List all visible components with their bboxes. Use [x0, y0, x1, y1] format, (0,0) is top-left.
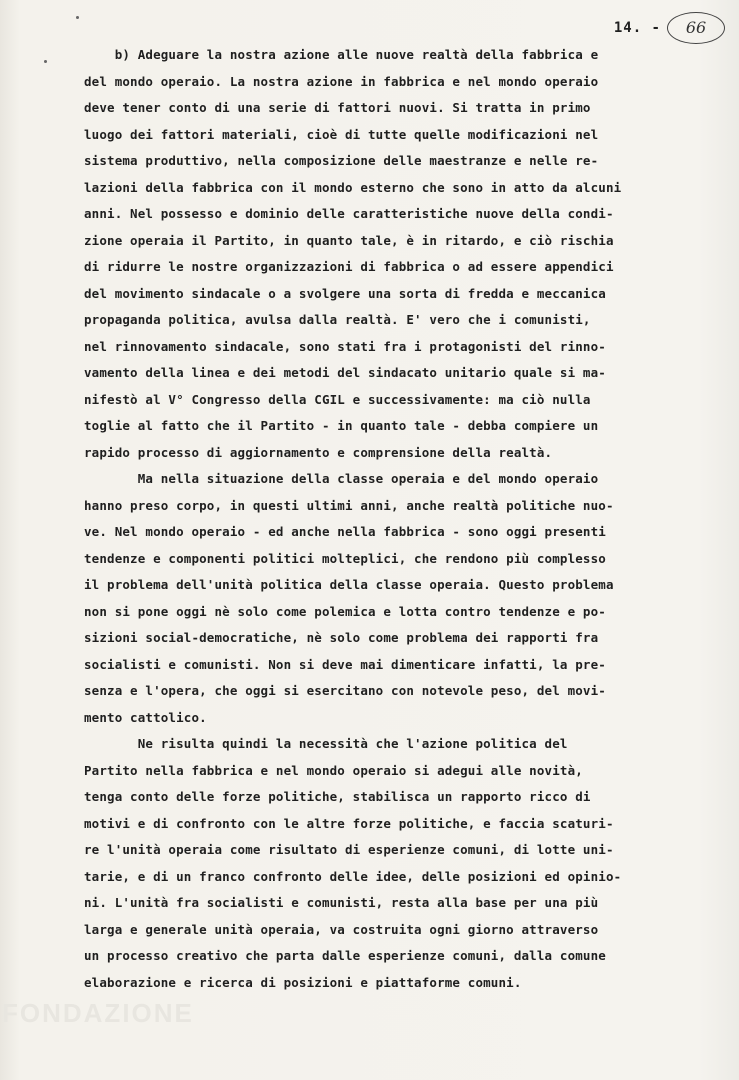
archive-watermark: FONDAZIONE	[2, 998, 194, 1028]
text-line: re l'unità operaia come risultato di esperienze comuni, di lotte uni-	[84, 842, 614, 857]
text-line: sistema produttivo, nella composizione delle maestranze e nelle re-	[84, 153, 599, 168]
text-line: tarie, e di un franco confronto delle idee, delle posizioni ed opinio-	[84, 868, 622, 884]
text-line: tendenze e componenti politici molteplici, che rendono più complesso	[84, 550, 606, 566]
text-line: non si pone oggi nè solo come polemica e lotta contro tendenze e po-	[84, 603, 606, 619]
page-header	[614, 12, 725, 44]
text-line: propaganda politica, avulsa dalla realtà. E' vero che i comunisti,	[84, 312, 591, 327]
text-line: ni. L'unità fra socialisti e comunisti, resta alla base per una più	[84, 895, 599, 910]
text-line: senza e l'opera, che oggi si esercitano con notevole peso, del movi-	[84, 683, 606, 698]
text-line: ve. Nel mondo operaio - ed anche nella fabbrica - sono oggi presenti	[84, 524, 606, 539]
paragraph	[84, 42, 694, 466]
text-line: mento cattolico.	[84, 709, 207, 725]
text-line: Partito nella fabbrica e nel mondo operaio si adegui alle novità,	[84, 762, 583, 778]
text-line: sizioni social-democratiche, nè solo come problema dei rapporti fra	[84, 630, 599, 645]
text-line: b) Adeguare la nostra azione alle nuove realtà della fabbrica e	[84, 47, 599, 62]
text-line: larga e generale unità operaia, va costruita ogni giorno attraverso	[84, 921, 599, 937]
text-line: socialisti e comunisti. Non si deve mai dimenticare infatti, la pre-	[84, 656, 606, 672]
text-line: anni. Nel possesso e dominio delle caratteristiche nuove della condi-	[84, 206, 614, 221]
text-line: Ne risulta quindi la necessità che l'azione politica del	[84, 736, 568, 751]
text-line: tenga conto delle forze politiche, stabilisca un rapporto ricco di	[84, 789, 591, 804]
archive-number-stamp: 66	[667, 12, 725, 44]
paragraph	[84, 731, 694, 996]
text-line: elaborazione e ricerca di posizioni e piattaforme comuni.	[84, 974, 522, 990]
paragraph	[84, 466, 694, 731]
text-line: deve tener conto di una serie di fattori nuovi. Si tratta in primo	[84, 100, 591, 115]
text-line: nel rinnovamento sindacale, sono stati fra i protagonisti del rinno-	[84, 338, 606, 354]
text-line: il problema dell'unità politica della classe operaia. Questo problema	[84, 577, 614, 592]
text-line: nifestò al V° Congresso della CGIL e successivamente: ma ciò nulla	[84, 391, 591, 407]
text-line: un processo creativo che parta dalle esperienze comuni, dalla comune	[84, 948, 606, 963]
ink-speck	[44, 60, 47, 63]
text-line: rapido processo di aggiornamento e comprensione della realtà.	[84, 444, 553, 460]
text-line: hanno preso corpo, in questi ultimi anni, anche realtà politiche nuo-	[84, 497, 614, 513]
text-line: Ma nella situazione della classe operaia e del mondo operaio	[84, 471, 599, 486]
text-line: del movimento sindacale o a svolgere una sorta di fredda e meccanica	[84, 285, 606, 301]
text-line: motivi e di confronto con le altre forze politiche, e faccia scaturi-	[84, 815, 614, 831]
text-line: lazioni della fabbrica con il mondo esterno che sono in atto da alcuni	[84, 179, 622, 195]
page-number: 14. -	[613, 20, 661, 36]
text-line: di ridurre le nostre organizzazioni di fabbrica o ad essere appendici	[84, 259, 614, 274]
text-line: zione operaia il Partito, in quanto tale, è in ritardo, e ciò rischia	[84, 232, 614, 248]
text-line: luogo dei fattori materiali, cioè di tutte quelle modificazioni nel	[84, 126, 599, 142]
text-line: toglie al fatto che il Partito - in quanto tale - debba compiere un	[84, 418, 599, 433]
text-line: vamento della linea e dei metodi del sindacato unitario quale si ma-	[84, 365, 606, 380]
ink-speck	[76, 16, 79, 19]
document-body	[84, 42, 694, 996]
text-line: del mondo operaio. La nostra azione in fabbrica e nel mondo operaio	[84, 73, 599, 89]
